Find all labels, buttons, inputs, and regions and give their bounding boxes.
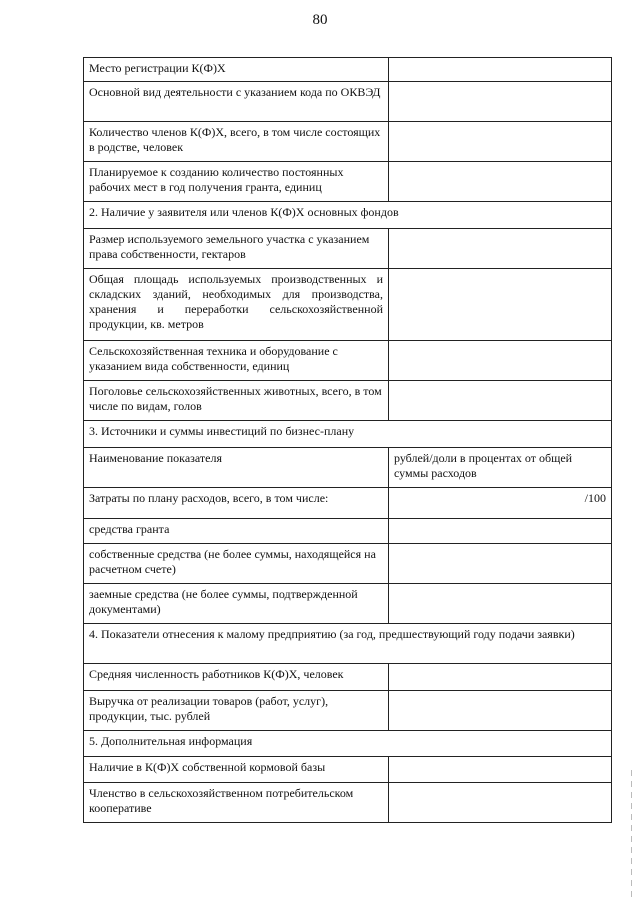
row-value[interactable] xyxy=(389,162,612,202)
row-label: Общая площадь используемых производственных и складских зданий, необходимых для производства, хранения и переработки сельскохозяйственной продукции, кв. метров xyxy=(84,269,389,341)
table-row xyxy=(84,341,612,381)
row-value[interactable] xyxy=(389,519,612,544)
row-label: Место регистрации К(Ф)Х xyxy=(84,58,389,82)
table-row xyxy=(84,122,612,162)
row-label: средства гранта xyxy=(84,519,389,544)
row-label: Основной вид деятельности с указанием кода по ОКВЭД xyxy=(84,82,389,122)
row-value[interactable] xyxy=(389,229,612,269)
row-label: Наличие в К(Ф)Х собственной кормовой базы xyxy=(84,757,389,783)
table-row xyxy=(84,58,612,82)
table-row xyxy=(84,757,612,783)
row-value[interactable] xyxy=(389,82,612,122)
row-label: собственные средства (не более суммы, находящейся на расчетном счете) xyxy=(84,544,389,584)
table-row xyxy=(84,691,612,731)
table-row xyxy=(84,82,612,122)
row-value[interactable] xyxy=(389,269,612,341)
table-row xyxy=(84,162,612,202)
row-label: Средняя численность работников К(Ф)Х, человек xyxy=(84,664,389,691)
section-title-4: 4. Показатели отнесения к малому предприятию (за год, предшествующий году подачи заявки) xyxy=(84,624,612,664)
scan-edge-mark xyxy=(631,770,632,900)
section-header xyxy=(84,421,612,448)
table-row xyxy=(84,229,612,269)
table-row xyxy=(84,269,612,341)
section-header xyxy=(84,731,612,757)
table-row xyxy=(84,519,612,544)
row-label: Планируемое к созданию количество постоянных рабочих мест в год получения гранта, единиц xyxy=(84,162,389,202)
row-label: Количество членов К(Ф)Х, всего, в том числе состоящих в родстве, человек xyxy=(84,122,389,162)
row-label: Выручка от реализации товаров (работ, услуг), продукции, тыс. рублей xyxy=(84,691,389,731)
row-value[interactable] xyxy=(389,584,612,624)
row-label: Членство в сельскохозяйственном потребительском кооперативе xyxy=(84,783,389,823)
row-value[interactable] xyxy=(389,783,612,823)
row-value[interactable] xyxy=(389,757,612,783)
page-number: 80 xyxy=(312,12,328,28)
section-header xyxy=(84,202,612,229)
row-label: Сельскохозяйственная техника и оборудование с указанием вида собственности, единиц xyxy=(84,341,389,381)
section-title-2: 2. Наличие у заявителя или членов К(Ф)Х основных фондов xyxy=(84,202,612,229)
table-row xyxy=(84,783,612,823)
table-header-row xyxy=(84,448,612,488)
section-title-3: 3. Источники и суммы инвестиций по бизнес-плану xyxy=(84,421,612,448)
table-row xyxy=(84,664,612,691)
column-header-indicator: Наименование показателя xyxy=(84,448,389,488)
row-value[interactable] xyxy=(389,122,612,162)
section-title-5: 5. Дополнительная информация xyxy=(84,731,612,757)
row-value[interactable] xyxy=(389,341,612,381)
application-form-table xyxy=(83,57,612,823)
table-row xyxy=(84,544,612,584)
table-row xyxy=(84,584,612,624)
row-label: Затраты по плану расходов, всего, в том числе: xyxy=(84,488,389,519)
section-header xyxy=(84,624,612,664)
table-row xyxy=(84,381,612,421)
column-header-amount: рублей/доли в процентах от общей суммы расходов xyxy=(389,448,612,488)
row-label: Размер используемого земельного участка с указанием права собственности, гектаров xyxy=(84,229,389,269)
row-value[interactable] xyxy=(389,381,612,421)
row-value[interactable] xyxy=(389,691,612,731)
row-value[interactable] xyxy=(389,58,612,82)
row-label: заемные средства (не более суммы, подтвержденной документами) xyxy=(84,584,389,624)
row-label: Поголовье сельскохозяйственных животных, всего, в том числе по видам, голов xyxy=(84,381,389,421)
row-value[interactable] xyxy=(389,664,612,691)
table-row xyxy=(84,488,612,519)
row-value[interactable] xyxy=(389,544,612,584)
row-value[interactable]: /100 xyxy=(389,488,612,519)
